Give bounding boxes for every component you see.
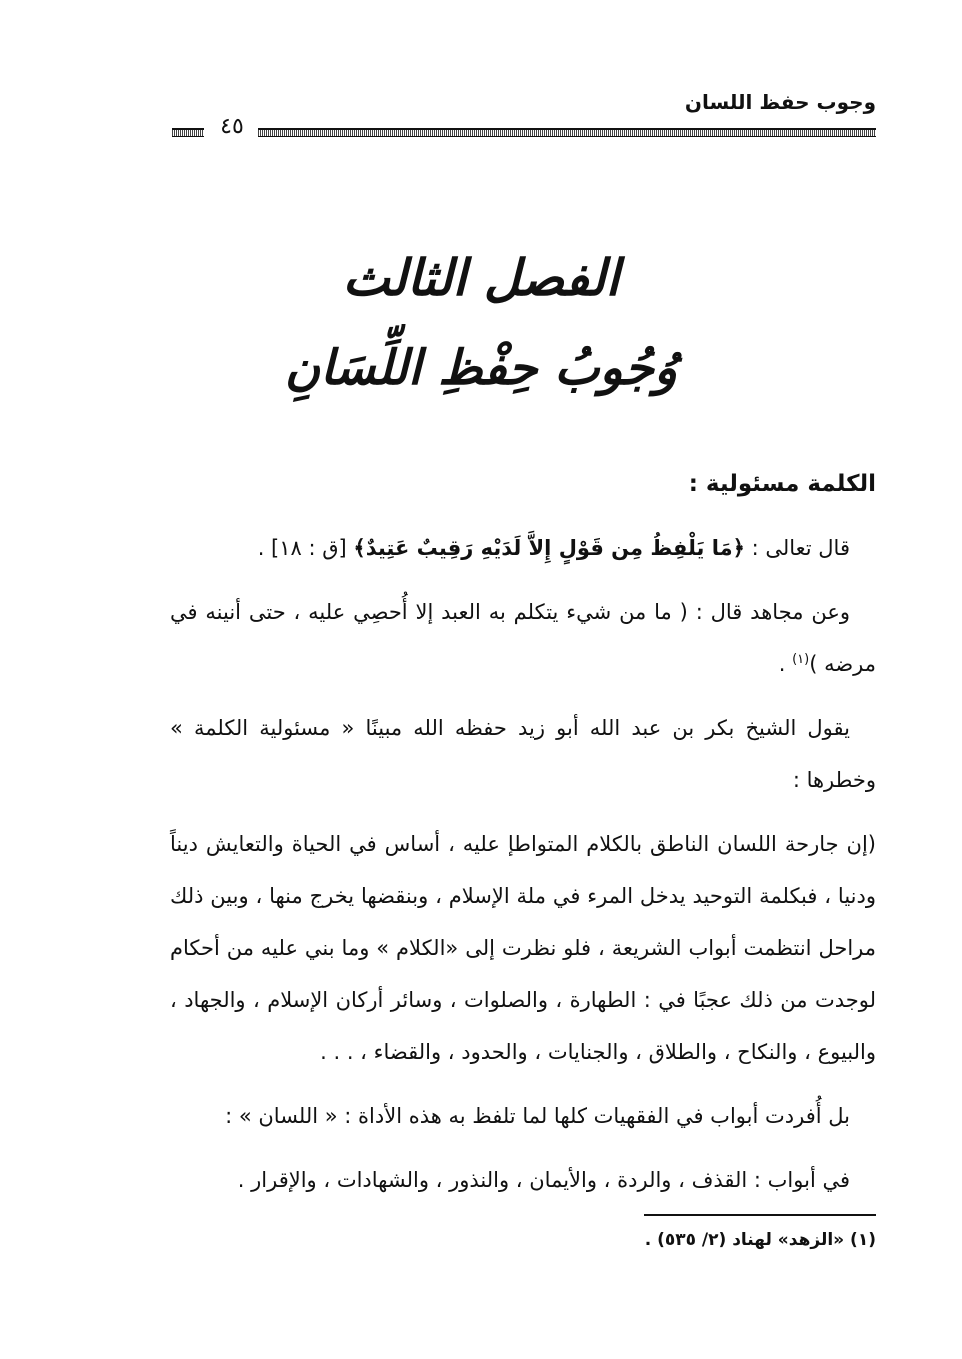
list-paragraph: في أبواب : القذف ، والردة ، والأيمان ، والنذور ، والشهادات ، والإقرار . [237,1168,850,1192]
footnote-rule [644,1214,876,1216]
verse-intro: قال تعالى : [744,536,850,560]
mujahid-end: . [778,652,793,676]
abwab-paragraph: بل أُفردت أبواب في الفقهيات كلها لما تلفظ به هذه الأداة : « اللسان » : [225,1104,850,1128]
running-title: وجوب حفظ اللسان [684,90,876,114]
footnote: (١) «الزهد» لهناد (٢/ ٥٣٥) . [644,1230,876,1250]
header-rule [258,128,876,137]
chapter-title: الفصل الثالث [342,248,620,307]
mujahid-text: وعن مجاهد قال : ( ما من شيء يتكلم به العبد إلا أُحصِي عليه ، حتى أنينه في مرضه ) [170,600,876,676]
section-heading: الكلمة مسئولية : [688,471,876,497]
verse-reference: [ق : ١٨] . [257,536,354,560]
page-number: ٤٥ [220,114,244,139]
intro-paragraph: يقول الشيخ بكر بن عبد الله أبو زيد حفظه الله مبينًا « مسئولية الكلمة » وخطرها : [170,716,876,792]
quote-paragraph: (إن جارحة اللسان الناطق بالكلام المتواطإ عليه ، أساس في الحياة والتعايش ديناً ودنيا ، فبكلمة التوحيد يدخل المرء في ملة الإسلام ، وبنقضها يخرج منها ، وبين ذلك مراحل انتظمت أبواب الشريعة ، فلو نظرت إلى «الكلام » وما بني عليه من أحكام لوجدت من ذلك عجبًا في : الطهارة ، والصلوات ، وسائر أركان الإسلام ، والجهاد ، والبيوع ، والنكاح ، والطلاق ، والجنايات ، والحدود ، والقضاء ، . . . [170,832,876,1064]
quran-verse: ﴿مَا يَلْفِظُ مِن قَوْلٍ إِلاَّ لَدَيْهِ رَقِيبٌ عَتِيدٌ﴾ [353,536,745,560]
footnote-marker: (١) [792,652,810,667]
verse-paragraph [170,522,876,574]
mujahid-paragraph [170,586,876,690]
chapter-subtitle: وُجُوبُ حِفْظِ اللِّسَانِ [284,340,678,396]
body-text [170,458,876,1218]
header-rule-stub [172,128,204,137]
